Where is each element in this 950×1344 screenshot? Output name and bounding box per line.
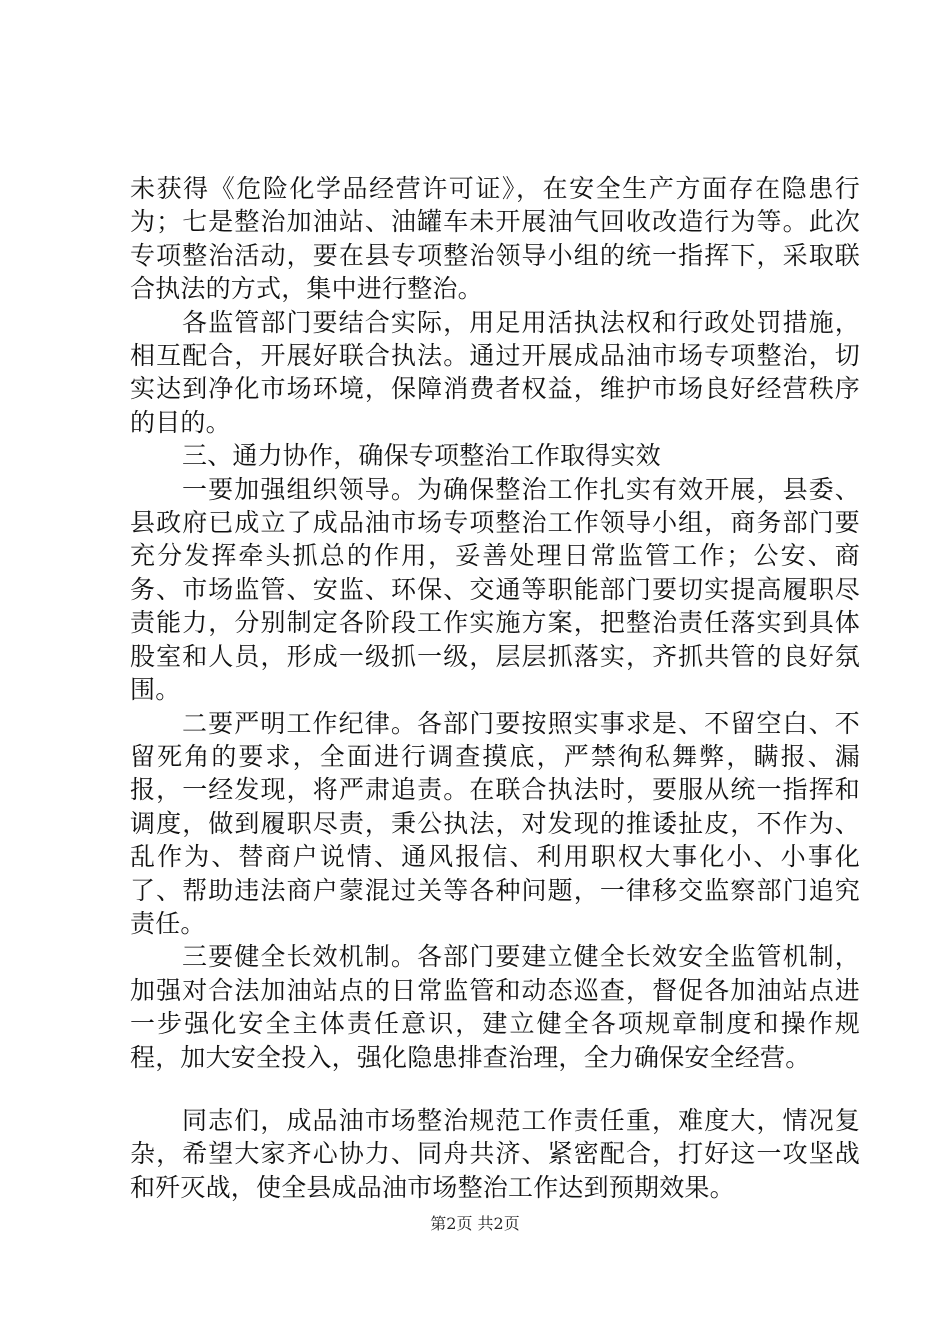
page-number-footer: 第2页 共2页	[430, 1214, 520, 1233]
section-heading-three: 三、通力协作，确保专项整治工作取得实效	[182, 441, 661, 471]
paragraph-closing-remarks: 同志们，成品油市场整治规范工作责任重，难度大，情况复杂，希望大家齐心协力、同舟共济、紧密配合，打好这一攻坚战和歼灭战，使全县成品油市场整治工作达到预期效果。	[130, 1105, 860, 1202]
paragraph-long-term-mechanism: 三要健全长效机制。各部门要建立健全长效安全监管机制，加强对合法加油站点的日常监管和动态巡查，督促各加油站点进一步强化安全主体责任意识，建立健全各项规章制度和操作规程，加大安全投入，强化隐患排查治理，全力确保安全经营。	[130, 942, 860, 1072]
paragraph-continuation: 未获得《危险化学品经营许可证》，在安全生产方面存在隐患行为；七是整治加油站、油罐车未开展油气回收改造行为等。此次专项整治活动，要在县专项整治领导小组的统一指挥下，采取联合执法的方式，集中进行整治。	[130, 174, 860, 304]
document-body	[130, 172, 860, 1204]
paragraph-organization-leadership: 一要加强组织领导。为确保整治工作扎实有效开展，县委、县政府已成立了成品油市场专项整治工作领导小组，商务部门要充分发挥牵头抓总的作用，妥善处理日常监管工作；公安、商务、市场监管、安监、环保、交通等职能部门要切实提高履职尽责能力，分别制定各阶段工作实施方案，把整治责任落实到具体股室和人员，形成一级抓一级，层层抓落实，齐抓共管的良好氛围。	[130, 474, 860, 705]
paragraph-joint-enforcement: 各监管部门要结合实际，用足用活执法权和行政处罚措施，相互配合，开展好联合执法。通过开展成品油市场专项整治，切实达到净化市场环境，保障消费者权益，维护市场良好经营秩序的目的。	[130, 307, 860, 437]
paragraph-work-discipline: 二要严明工作纪律。各部门要按照实事求是、不留空白、不留死角的要求，全面进行调查摸底，严禁徇私舞弊，瞒报、漏报，一经发现，将严肃追责。在联合执法时，要服从统一指挥和调度，做到履职尽责，秉公执法，对发现的推诿扯皮，不作为、乱作为、替商户说情、通风报信、利用职权大事化小、小事化了、帮助违法商户蒙混过关等各种问题，一律移交监察部门追究责任。	[130, 708, 860, 938]
